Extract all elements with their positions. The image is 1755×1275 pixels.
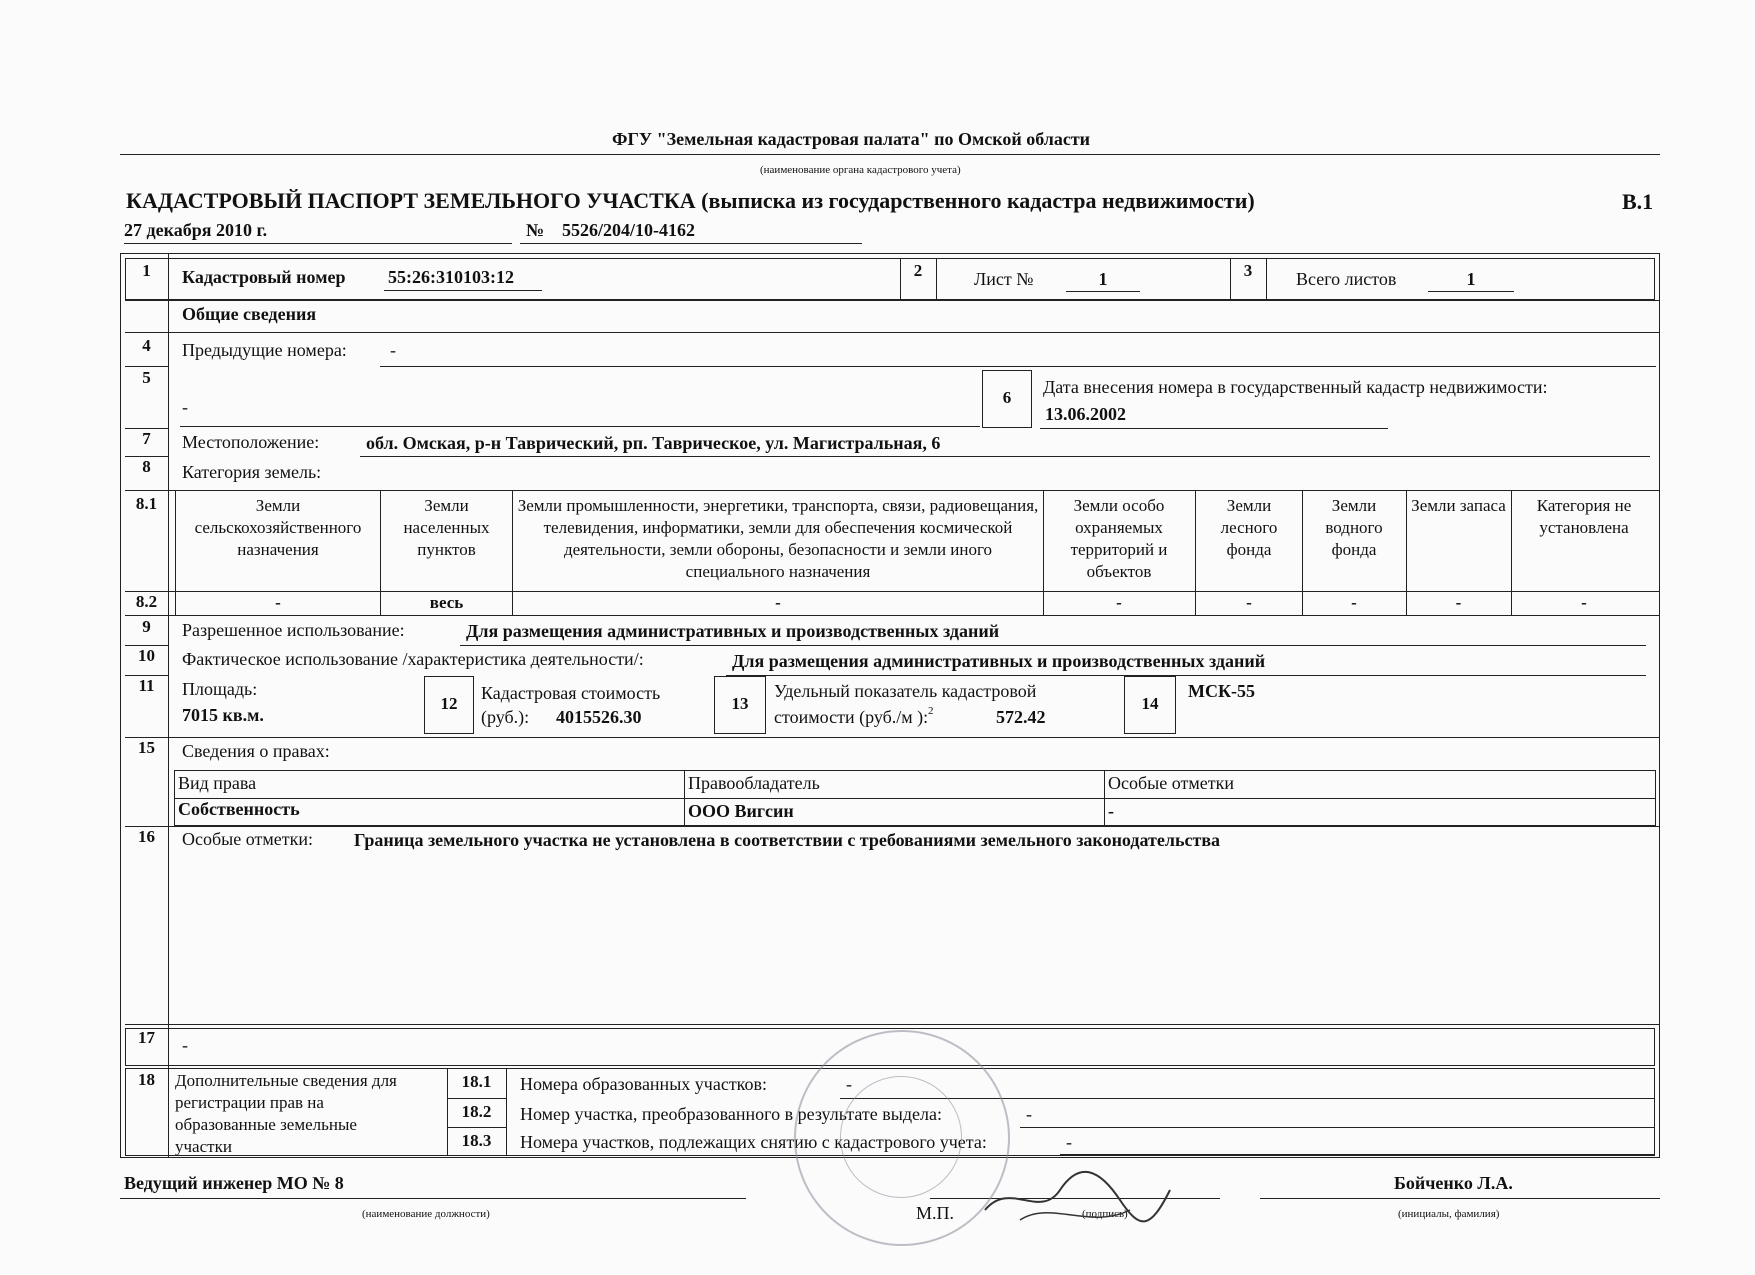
actual-use-value: Для размещения административных и производственных зданий <box>732 651 1266 671</box>
permitted-use-value: Для размещения административных и производственных зданий <box>466 621 1000 641</box>
rights-header-holder: Правообладатель <box>688 773 820 793</box>
registration-date-label: Дата внесения номера в государственный кадастр недвижимости: <box>1043 377 1548 397</box>
cat-div-7 <box>1511 490 1512 615</box>
general-top <box>125 300 1660 301</box>
row1-div-c <box>936 258 937 300</box>
seal-place: М.П. <box>916 1203 955 1223</box>
row4-bottom <box>125 366 169 367</box>
location-value: обл. Омская, р-н Таврический, рп. Таврическое, ул. Магистральная, 6 <box>366 433 941 453</box>
unit-cost-unit: стоимости (руб./м ): <box>774 707 929 727</box>
document-number: 5526/204/10-4162 <box>562 220 695 240</box>
area-label: Площадь: <box>182 679 258 699</box>
document-date: 27 декабря 2010 г. <box>124 220 268 240</box>
row-number-2: 2 <box>913 261 923 280</box>
row18-div-c <box>506 1068 507 1156</box>
general-title: Общие сведения <box>182 304 317 324</box>
category-header-industrial: Земли промышленности, энергетики, транспорта, связи, радиовещания, телевидения, информатики, земли для обеспечения космической деятельности, земли обороны, безопасности и земли иного специального назначения <box>517 496 1039 581</box>
cadastral-underline <box>384 290 542 291</box>
cat-div-6 <box>1406 490 1407 615</box>
position-caption: (наименование должности) <box>362 1208 490 1220</box>
total-sheets-label: Всего листов <box>1296 269 1397 289</box>
row-number-8-2: 8.2 <box>135 592 158 611</box>
row18-line-2 <box>447 1127 507 1128</box>
unit-cost-label: Удельный показатель кадастровой <box>774 681 1037 701</box>
total-underline <box>1428 291 1514 292</box>
category-header-settlements: Земли населенных пунктов <box>403 496 490 559</box>
row17-div <box>168 1028 169 1066</box>
row-number-9: 9 <box>142 617 151 636</box>
category-header-agricultural: Земли сельскохозяйственного назначения <box>194 496 362 559</box>
row82-bottom <box>125 615 1660 616</box>
rights-table-mid <box>174 798 1656 799</box>
category-header-reserve: Земли запаса <box>1411 496 1506 515</box>
previous-numbers-label: Предыдущие номера: <box>182 340 347 360</box>
deregistered-underline <box>1060 1154 1654 1155</box>
category-value-protected: - <box>1116 593 1122 612</box>
sheet-label: Лист № <box>974 269 1034 289</box>
row-number-7: 7 <box>142 429 151 448</box>
cat-div-2 <box>512 490 513 615</box>
additional-info-label: Дополнительные сведения для регистрации прав на образованные земельные участки <box>175 1071 397 1156</box>
coordinate-system: МСК-55 <box>1188 681 1256 701</box>
row-number-18-2: 18.2 <box>461 1102 492 1121</box>
signer-name: Бойченко Л.А. <box>1394 1173 1513 1193</box>
row11-bottom <box>125 737 1660 738</box>
permitted-underline <box>460 645 1646 646</box>
row-number-8-1: 8.1 <box>135 494 158 513</box>
organization-name: ФГУ "Земельная кадастровая палата" по Омской области <box>612 129 1091 149</box>
general-bottom <box>125 332 1660 333</box>
deregistered-plots-value: - <box>1066 1132 1072 1152</box>
special-notes-label: Особые отметки: <box>182 829 313 849</box>
cadastral-cost-value: 4015526.30 <box>556 707 642 727</box>
category-header-forest: Земли лесного фонда <box>1220 496 1278 559</box>
category-value-agricultural: - <box>275 593 281 612</box>
formed-plots-value: - <box>846 1074 852 1094</box>
official-seal-inner <box>840 1076 962 1198</box>
row18-div-a <box>168 1068 169 1156</box>
date-underline <box>124 243 512 244</box>
row-number-3: 3 <box>1243 261 1253 280</box>
transformed-plot-label: Номер участка, преобразованного в результате выдела: <box>520 1104 942 1124</box>
name-caption: (инициалы, фамилия) <box>1398 1208 1500 1220</box>
row18-line-1 <box>447 1098 507 1099</box>
formed-plots-label: Номера образованных участков: <box>520 1074 768 1094</box>
signature-caption: (подпись) <box>1082 1208 1128 1220</box>
cadastral-cost-unit: (руб.): <box>481 707 530 727</box>
category-header-protected: Земли особо охраняемых территорий и объектов <box>1070 496 1168 581</box>
row-number-11: 11 <box>138 676 155 695</box>
registration-date: 13.06.2002 <box>1045 404 1126 424</box>
rights-header-notes: Особые отметки <box>1108 773 1234 793</box>
special-notes-value: Граница земельного участка не установлена в соответствии с требованиями земельного законодательства <box>354 830 1221 850</box>
row1-div-e <box>1266 258 1267 300</box>
row-number-18-1: 18.1 <box>461 1072 492 1091</box>
cadastral-number-label: Кадастровый номер <box>182 267 346 287</box>
row-number-15: 15 <box>138 738 155 757</box>
row-number-10: 10 <box>138 646 155 665</box>
category-value-reserve: - <box>1455 593 1462 612</box>
row-number-18-3: 18.3 <box>461 1131 492 1150</box>
position-underline <box>120 1198 746 1199</box>
row5-value: - <box>182 397 188 417</box>
position-title: Ведущий инженер МО № 8 <box>124 1173 344 1193</box>
document-title: КАДАСТРОВЫЙ ПАСПОРТ ЗЕМЕЛЬНОГО УЧАСТКА (выписка из государственного кадастра недвижимости) <box>126 188 1255 213</box>
row-number-13: 13 <box>731 694 749 713</box>
row-number-4: 4 <box>142 336 151 355</box>
row8-bottom <box>125 490 1660 491</box>
row1-div-a <box>168 258 169 300</box>
row-number-12: 12 <box>440 694 458 713</box>
prev-underline <box>380 366 1656 367</box>
name-underline <box>1260 1198 1660 1199</box>
location-underline <box>360 456 1650 457</box>
rights-value-type: Собственность <box>178 799 300 819</box>
transformed-plot-value: - <box>1026 1104 1032 1124</box>
category-value-unset: - <box>1581 593 1587 612</box>
row-number-8: 8 <box>142 457 151 476</box>
row-number-17: 17 <box>138 1028 155 1047</box>
category-value-forest: - <box>1246 593 1252 612</box>
rights-value-notes: - <box>1108 801 1114 821</box>
number-underline <box>520 243 862 244</box>
land-category-label: Категория земель: <box>182 462 322 482</box>
number-label: № <box>526 220 545 240</box>
row-number-14: 14 <box>1141 694 1159 713</box>
rights-header-type: Вид права <box>178 773 257 793</box>
sheet-underline <box>1066 291 1140 292</box>
row16-bottom <box>125 1024 1660 1025</box>
cat-div-5 <box>1302 490 1303 615</box>
row-number-16: 16 <box>138 827 155 846</box>
cadastral-number: 55:26:310103:12 <box>388 267 514 287</box>
cat-div-4 <box>1195 490 1196 615</box>
organization-caption: (наименование органа кадастрового учета) <box>760 164 961 176</box>
row6-underline <box>1040 428 1388 429</box>
row-number-1: 1 <box>142 261 151 280</box>
category-header-water: Земли водного фонда <box>1325 496 1383 559</box>
category-value-water: - <box>1351 593 1357 612</box>
unit-cost-value: 572.42 <box>996 707 1046 727</box>
handwritten-signature <box>980 1160 1180 1240</box>
deregistered-plots-label: Номера участков, подлежащих снятию с кадастрового учета: <box>520 1132 987 1152</box>
previous-numbers-value: - <box>390 340 396 360</box>
number-column-divider <box>168 253 169 1158</box>
transformed-underline <box>1020 1127 1654 1128</box>
rights-div-2 <box>1104 770 1105 826</box>
area-value: 7015 кв.м. <box>182 705 264 725</box>
category-header-unset: Категория не установлена <box>1536 496 1632 537</box>
row-number-6: 6 <box>1002 388 1012 407</box>
sheet-number: 1 <box>1098 269 1108 289</box>
unit-cost-superscript: 2 <box>928 705 934 717</box>
category-value-settlements: весь <box>429 593 464 612</box>
cat-div-3 <box>1043 490 1044 615</box>
rights-value-holder: ООО Вигсин <box>688 801 794 821</box>
row-number-18: 18 <box>138 1070 155 1089</box>
actual-use-label: Фактическое использование /характеристика деятельности/: <box>182 649 644 669</box>
row15-bottom <box>125 826 1660 827</box>
permitted-use-label: Разрешенное использование: <box>182 620 405 640</box>
actual-underline <box>726 675 1646 676</box>
organization-underline <box>120 154 1660 155</box>
rights-div-1 <box>684 770 685 826</box>
row-number-5: 5 <box>142 368 151 387</box>
location-label: Местоположение: <box>182 432 320 452</box>
row5-underline <box>180 426 980 427</box>
total-sheets: 1 <box>1466 269 1476 289</box>
form-code: В.1 <box>1622 189 1654 214</box>
row1-box <box>125 258 1655 300</box>
cadastral-cost-label: Кадастровая стоимость <box>481 683 661 703</box>
row17-value: - <box>182 1035 188 1055</box>
category-value-industrial: - <box>775 593 781 612</box>
rights-label: Сведения о правах: <box>182 741 330 761</box>
